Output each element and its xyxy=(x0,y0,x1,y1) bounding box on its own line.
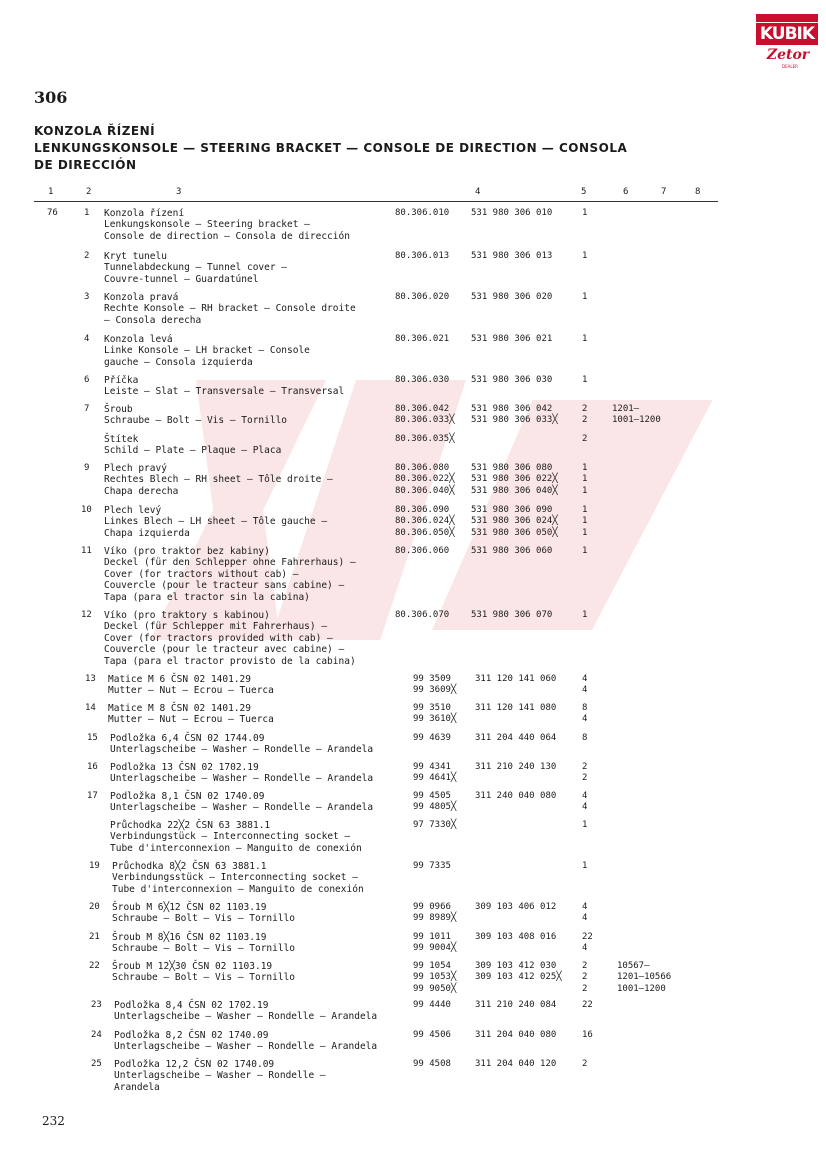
part-description: Plech pravý xyxy=(104,463,167,474)
catalogue-number: 311 204 040 120 xyxy=(475,1059,557,1069)
part-description: Víko (pro traktor bez kabiny) xyxy=(104,546,270,557)
position-number: 9 xyxy=(84,463,90,473)
part-code: 99 3609╳ xyxy=(413,685,457,696)
quantity: 1 xyxy=(582,375,588,385)
quantity: 16 xyxy=(582,1030,593,1040)
part-description: Tube d'interconnexion — Manguito de conexión xyxy=(110,842,362,854)
position-number: 22 xyxy=(89,961,100,971)
catalogue-number: 309 103 408 016 xyxy=(475,932,557,942)
quantity: 4 xyxy=(582,674,588,684)
part-description: Podložka 8,2 ČSN 02 1740.09 xyxy=(114,1030,269,1041)
part-code: 99 4341 xyxy=(413,762,451,772)
quantity: 8 xyxy=(582,733,588,743)
quantity: 1 xyxy=(582,463,588,473)
catalogue-number: 531 980 306 022╳ xyxy=(471,474,558,485)
quantity: 4 xyxy=(582,943,588,954)
part-description: Podložka 8,1 ČSN 02 1740.09 xyxy=(110,791,265,802)
part-code: 99 4506 xyxy=(413,1030,451,1040)
catalogue-number: 309 103 412 025╳ xyxy=(475,972,562,983)
quantity: 4 xyxy=(582,913,588,924)
position-number: 20 xyxy=(89,902,100,912)
part-description: Tapa (para el tractor sin la cabina) xyxy=(104,591,310,603)
footer-page-number: 232 xyxy=(42,1114,65,1128)
catalogue-number: 531 980 306 020 xyxy=(471,292,553,302)
part-description: Mutter — Nut — Ecrou — Tuerca xyxy=(108,685,274,697)
catalogue-number: 311 210 240 084 xyxy=(475,1000,557,1010)
column-header: 5 xyxy=(581,187,587,197)
quantity: 2 xyxy=(582,1059,588,1069)
part-code: 80.306.021 xyxy=(395,334,450,344)
catalogue-number: 531 980 306 050╳ xyxy=(471,527,558,538)
part-description: Linke Konsole — LH bracket — Console xyxy=(104,345,310,357)
position-number: 21 xyxy=(89,932,100,942)
part-code: 99 9004╳ xyxy=(413,943,457,954)
catalogue-number: 311 204 040 080 xyxy=(475,1030,557,1040)
logo-brand: KUBIK xyxy=(756,23,818,45)
part-code: 99 3510 xyxy=(413,703,451,713)
part-code: 99 3610╳ xyxy=(413,714,457,725)
catalogue-number: 531 980 306 090 xyxy=(471,505,553,515)
part-description: Schraube — Bolt — Vis — Tornillo xyxy=(104,415,288,427)
part-description: Couvercle (pour le tracteur avec cabine) — xyxy=(104,644,345,656)
quantity: 2 xyxy=(582,434,588,444)
catalogue-number: 531 980 306 010 xyxy=(471,208,553,218)
quantity: 1 xyxy=(582,485,588,496)
serial-note: 1201—10566 xyxy=(617,972,672,983)
catalogue-number: 531 980 306 042 xyxy=(471,404,553,414)
position-number: 19 xyxy=(89,861,100,871)
part-code: 80.306.040╳ xyxy=(395,485,455,496)
catalogue-number: 531 980 306 013 xyxy=(471,251,553,261)
part-description: Mutter — Nut — Ecrou — Tuerca xyxy=(108,714,274,726)
quantity: 1 xyxy=(582,861,588,871)
catalogue-number: 309 103 406 012 xyxy=(475,902,557,912)
serial-note: 10567— xyxy=(617,961,650,971)
catalogue-number: 531 980 306 040╳ xyxy=(471,485,558,496)
part-description: Unterlagscheibe — Washer — Rondelle — Arandela xyxy=(114,1011,378,1023)
part-code: 99 3509 xyxy=(413,674,451,684)
part-description: Linkes Blech — LH sheet — Tôle gauche — xyxy=(104,516,328,528)
part-description: Unterlagscheibe — Washer — Rondelle — Arandela xyxy=(114,1041,378,1053)
part-description: Unterlagscheibe — Washer — Rondelle — Arandela xyxy=(110,744,374,756)
part-description: Lenkungskonsole — Steering bracket — xyxy=(104,219,310,231)
quantity: 1 xyxy=(582,610,588,620)
part-code: 99 4805╳ xyxy=(413,802,457,813)
part-description: Schraube — Bolt — Vis — Tornillo xyxy=(112,943,296,955)
quantity: 1 xyxy=(582,516,588,527)
part-description: Arandela xyxy=(114,1081,160,1093)
part-description: Šroub M 12╳30 ČSN 02 1103.19 xyxy=(112,961,273,972)
quantity: 1 xyxy=(582,527,588,538)
part-code: 80.306.022╳ xyxy=(395,474,455,485)
part-code: 97 7330╳ xyxy=(413,820,457,830)
part-code: 80.306.033╳ xyxy=(395,415,455,426)
part-description: Kryt tunelu xyxy=(104,251,167,262)
quantity: 8 xyxy=(582,703,588,713)
quantity: 4 xyxy=(582,714,588,725)
serial-note: 1001—1200 xyxy=(612,415,661,426)
column-header: 6 xyxy=(623,187,629,197)
logo-tag: DEALER xyxy=(782,64,798,69)
column-header: 1 xyxy=(48,187,54,197)
catalogue-number: 531 980 306 080 xyxy=(471,463,553,473)
catalogue-number: 309 103 412 030 xyxy=(475,961,557,971)
part-code: 80.306.050╳ xyxy=(395,527,455,538)
quantity: 4 xyxy=(582,902,588,912)
part-description: Matice M 6 ČSN 02 1401.29 xyxy=(108,674,251,685)
catalogue-number: 311 204 440 064 xyxy=(475,733,557,743)
dealer-logo xyxy=(756,14,818,70)
position-number: 7 xyxy=(84,404,90,414)
serial-note: 1001—1200 xyxy=(617,983,666,994)
part-description: Tapa (para el tractor provisto de la cabina) xyxy=(104,655,356,667)
part-description: Příčka xyxy=(104,375,139,386)
part-code: 99 4641╳ xyxy=(413,773,457,784)
quantity: 4 xyxy=(582,802,588,813)
part-description: Rechtes Blech — RH sheet — Tôle droite — xyxy=(104,474,333,486)
part-description: Šroub M 8╳16 ČSN 02 1103.19 xyxy=(112,932,267,943)
quantity: 4 xyxy=(582,791,588,801)
serial-note: 1201— xyxy=(612,404,640,414)
part-code: 80.306.042 xyxy=(395,404,450,414)
column-header: 4 xyxy=(475,187,481,197)
part-description: Šroub xyxy=(104,404,133,415)
part-code: 99 4440 xyxy=(413,1000,451,1010)
group-number: 76 xyxy=(47,208,58,218)
catalogue-number: 531 980 306 070 xyxy=(471,610,553,620)
part-description: Schild — Plate — Plaque — Placa xyxy=(104,445,282,457)
quantity: 1 xyxy=(582,251,588,261)
catalogue-number: 531 980 306 060 xyxy=(471,546,553,556)
part-description: gauche — Consola izquierda xyxy=(104,356,253,368)
title-czech: KONZOLA ŘÍZENÍ xyxy=(34,124,156,138)
part-code: 99 1011 xyxy=(413,932,451,942)
part-description: Tunnelabdeckung — Tunnel cover — xyxy=(104,262,288,274)
part-description: Deckel (für den Schlepper ohne Fahrerhaus) — xyxy=(104,557,356,569)
position-number: 16 xyxy=(87,762,98,772)
part-description: Cover (for tractors provided with cab) — xyxy=(104,632,333,644)
part-description: Leiste — Slat — Transversale — Transversal xyxy=(104,386,345,398)
quantity: 2 xyxy=(582,773,588,784)
part-code: 80.306.080 xyxy=(395,463,450,473)
column-header: 2 xyxy=(86,187,92,197)
part-description: Šroub M 6╳12 ČSN 02 1103.19 xyxy=(112,902,267,913)
part-code: 99 7335 xyxy=(413,861,451,871)
part-code: 99 9050╳ xyxy=(413,983,457,994)
part-code: 99 8989╳ xyxy=(413,913,457,924)
quantity: 1 xyxy=(582,292,588,302)
part-description: Schraube — Bolt — Vis — Tornillo xyxy=(112,913,296,925)
position-number: 2 xyxy=(84,251,90,261)
part-description: Unterlagscheibe — Washer — Rondelle — Arandela xyxy=(110,802,374,814)
catalogue-number: 531 980 306 024╳ xyxy=(471,516,558,527)
quantity: 2 xyxy=(582,762,588,772)
position-number: 13 xyxy=(85,674,96,684)
quantity: 1 xyxy=(582,546,588,556)
title-continued: DE DIRECCIÓN xyxy=(34,158,137,172)
position-number: 25 xyxy=(91,1059,102,1069)
quantity: 2 xyxy=(582,415,588,426)
catalogue-number: 531 980 306 021 xyxy=(471,334,553,344)
catalogue-number: 311 210 240 130 xyxy=(475,762,557,772)
part-description: Podložka 13 ČSN 02 1702.19 xyxy=(110,762,259,773)
part-description: Matice M 8 ČSN 02 1401.29 xyxy=(108,703,251,714)
part-description: Podložka 12,2 ČSN 02 1740.09 xyxy=(114,1059,275,1070)
part-description: Tube d'interconnexion — Manguito de conexión xyxy=(112,883,364,895)
part-description: Verbindungsstück — Interconnecting socket — xyxy=(112,872,358,884)
position-number: 3 xyxy=(84,292,90,302)
quantity: 2 xyxy=(582,961,588,971)
part-code: 80.306.024╳ xyxy=(395,516,455,527)
quantity: 2 xyxy=(582,404,588,414)
part-description: Deckel (für Schlepper mit Fahrerhaus) — xyxy=(104,621,328,633)
quantity: 1 xyxy=(582,474,588,485)
part-description: Štítek xyxy=(104,434,139,445)
page-number: 306 xyxy=(34,88,68,107)
header-rule xyxy=(34,201,718,202)
quantity: 1 xyxy=(582,334,588,344)
part-description: — Consola derecha xyxy=(104,314,202,326)
part-description: Konzola řízení xyxy=(104,208,185,219)
catalogue-number: 311 240 040 080 xyxy=(475,791,557,801)
part-code: 80.306.010 xyxy=(395,208,450,218)
quantity: 1 xyxy=(582,820,588,830)
part-code: 99 1054 xyxy=(413,961,451,971)
catalogue-number: 531 980 306 030 xyxy=(471,375,553,385)
part-description: Console de direction — Consola de dirección xyxy=(104,230,350,242)
part-code: 99 4508 xyxy=(413,1059,451,1069)
position-number: 23 xyxy=(91,1000,102,1010)
position-number: 1 xyxy=(84,208,90,218)
part-description: Couvre-tunnel — Guardatúnel xyxy=(104,273,259,285)
part-description: Konzola levá xyxy=(104,334,173,345)
part-code: 80.306.070 xyxy=(395,610,450,620)
part-description: Rechte Konsole — RH bracket — Console droite xyxy=(104,303,356,315)
column-header: 3 xyxy=(176,187,182,197)
part-description: Podložka 8,4 ČSN 02 1702.19 xyxy=(114,1000,269,1011)
position-number: 15 xyxy=(87,733,98,743)
column-header: 7 xyxy=(661,187,667,197)
part-description: Průchodka 8╳2 ČSN 63 3881.1 xyxy=(112,861,267,872)
quantity: 2 xyxy=(582,983,588,994)
part-code: 80.306.035╳ xyxy=(395,434,455,444)
part-description: Podložka 6,4 ČSN 02 1744.09 xyxy=(110,733,265,744)
position-number: 17 xyxy=(87,791,98,801)
part-description: Verbindungstück — Interconnecting socket — xyxy=(110,831,351,843)
catalogue-number: 531 980 306 033╳ xyxy=(471,415,558,426)
part-description: Průchodka 22╳2 ČSN 63 3881.1 xyxy=(110,820,271,831)
part-code: 99 4639 xyxy=(413,733,451,743)
part-description: Víko (pro traktory s kabinou) xyxy=(104,610,270,621)
part-description: Unterlagscheibe — Washer — Rondelle — xyxy=(114,1070,326,1082)
part-code: 99 1053╳ xyxy=(413,972,457,983)
logo-sub: Zetor xyxy=(766,47,810,63)
position-number: 12 xyxy=(81,610,92,620)
part-code: 80.306.013 xyxy=(395,251,450,261)
part-description: Couvercle (pour le tracteur sans cabine) — xyxy=(104,580,345,592)
title-multilingual: LENKUNGSKONSOLE — STEERING BRACKET — CONSOLE DE DIRECTION — CONSOLA xyxy=(34,141,628,155)
part-description: Plech levý xyxy=(104,505,162,516)
part-code: 80.306.020 xyxy=(395,292,450,302)
part-description: Konzola pravá xyxy=(104,292,179,303)
catalogue-number: 311 120 141 080 xyxy=(475,703,557,713)
part-code: 99 0966 xyxy=(413,902,451,912)
quantity: 1 xyxy=(582,505,588,515)
part-code: 80.306.060 xyxy=(395,546,450,556)
part-description: Cover (for tractors without cab) — xyxy=(104,568,299,580)
position-number: 11 xyxy=(81,546,92,556)
part-description: Chapa izquierda xyxy=(104,527,190,539)
catalogue-number: 311 120 141 060 xyxy=(475,674,557,684)
part-code: 80.306.030 xyxy=(395,375,450,385)
part-description: Schraube — Bolt — Vis — Tornillo xyxy=(112,972,296,984)
quantity: 2 xyxy=(582,972,588,983)
position-number: 10 xyxy=(81,505,92,515)
quantity: 22 xyxy=(582,1000,593,1010)
column-header: 8 xyxy=(695,187,701,197)
part-code: 80.306.090 xyxy=(395,505,450,515)
part-code: 99 4505 xyxy=(413,791,451,801)
quantity: 22 xyxy=(582,932,593,942)
position-number: 4 xyxy=(84,334,90,344)
part-description: Chapa derecha xyxy=(104,485,179,497)
position-number: 14 xyxy=(85,703,96,713)
quantity: 4 xyxy=(582,685,588,696)
position-number: 24 xyxy=(91,1030,102,1040)
position-number: 6 xyxy=(84,375,90,385)
part-description: Unterlagscheibe — Washer — Rondelle — Arandela xyxy=(110,773,374,785)
logo-band xyxy=(756,14,818,22)
quantity: 1 xyxy=(582,208,588,218)
